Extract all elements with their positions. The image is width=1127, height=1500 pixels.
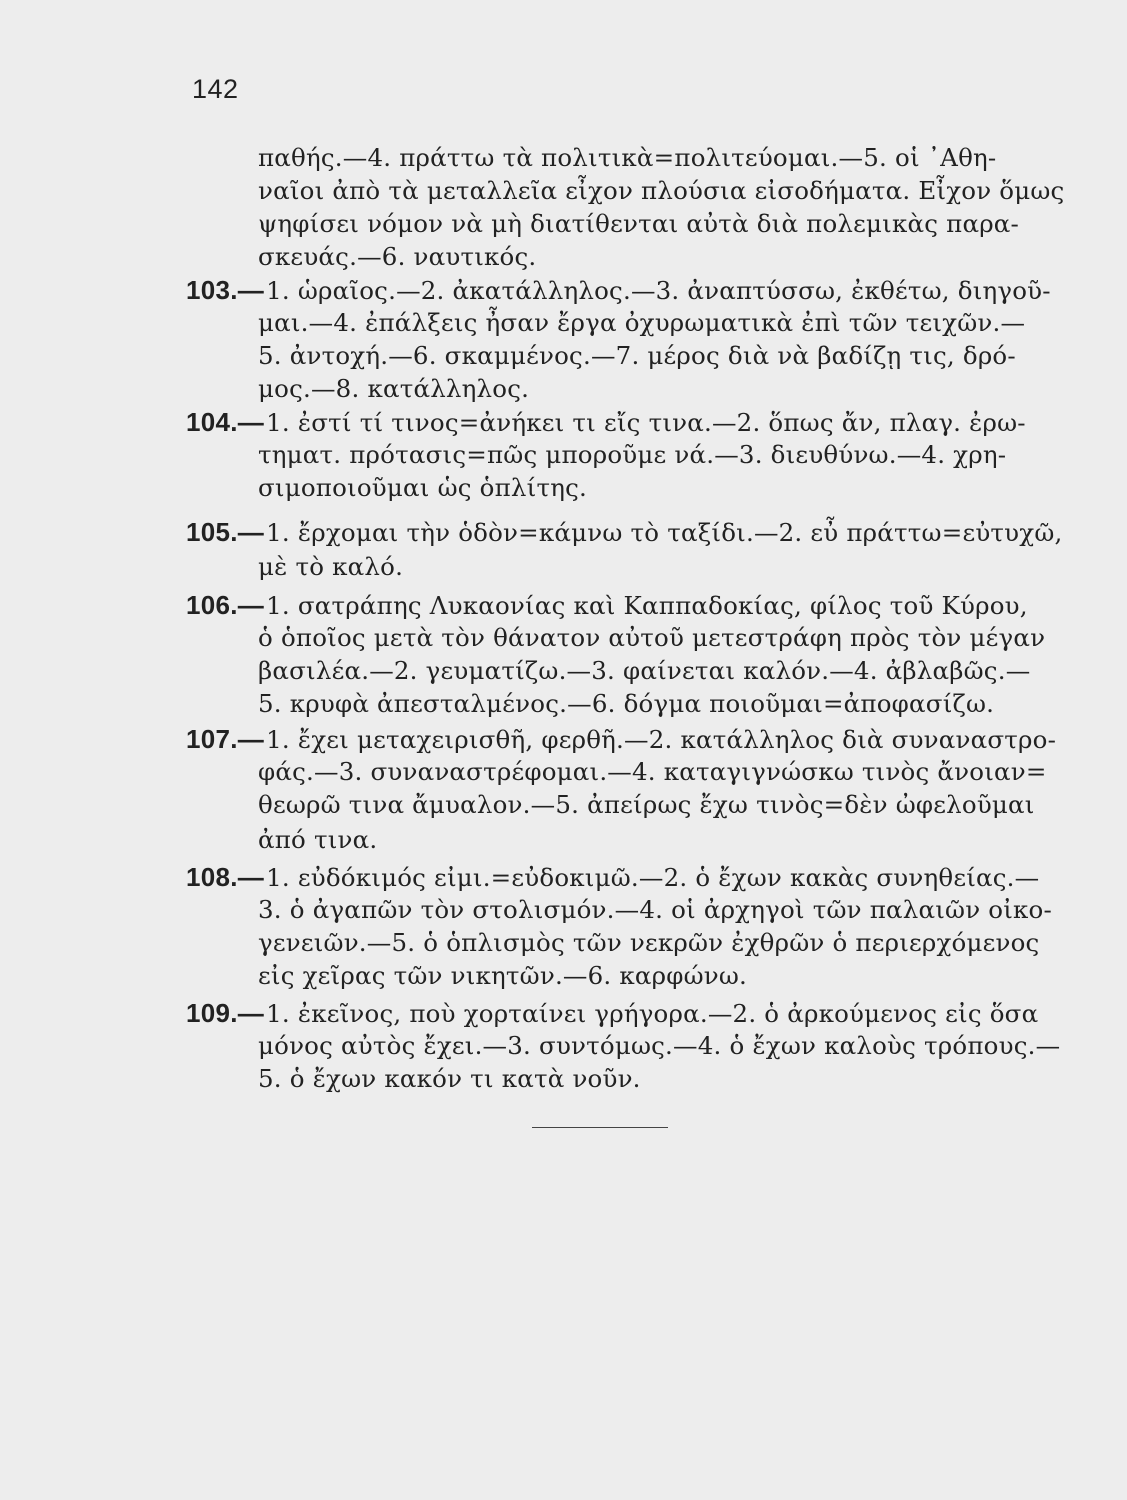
- line-text: ψηφίσει νόμον νὰ μὴ διατίθενται αὐτὰ διὰ πολεμικὰς παρα-: [258, 209, 1020, 238]
- entry-107: [186, 724, 1057, 755]
- line-text: 1. ἐστί τί τινος=ἀνήκει τι εἴς τινα.—2. ὅπως ἄν, πλαγ. ἐρω-: [266, 408, 1026, 437]
- line-text: 1. ἐκεῖνος, ποὺ χορταίνει γρήγορα.—2. ὁ ἀρκούμενος εἰς ὅσα: [266, 999, 1039, 1028]
- line-text: βασιλέα.—2. γευματίζω.—3. φαίνεται καλόν.—4. ἀβλαβῶς.—: [258, 656, 1031, 685]
- text-line-25: [258, 961, 747, 991]
- line-text: εἰς χεῖρας τῶν νικητῶν.—6. καρφώνω.: [258, 961, 748, 990]
- text-line-1: [258, 143, 1018, 173]
- entry-number: 107.—: [186, 724, 265, 754]
- line-text: μόνος αὐτὸς ἔχει.—3. συντόμως.—4. ὁ ἔχων καλοὺς τρόπους.—: [258, 1031, 1061, 1060]
- text-line-4: [258, 242, 536, 272]
- line-text: μος.—8. κατάλληλος.: [258, 374, 530, 403]
- line-text: 3. ὁ ἀγαπῶν τὸν στολισμόν.—4. οἱ ἀρχηγοὶ τῶν παλαιῶν οἰκο-: [258, 895, 1052, 924]
- line-text: 1. ὡραῖος.—2. ἀκατάλληλος.—3. ἀναπτύσσω, ἐκθέτω, διηγοῦ-: [266, 276, 1051, 305]
- line-text: 1. εὐδόκιμός εἰμι.=εὐδοκιμῶ.—2. ὁ ἔχων κακὰς συνηθείας.—: [266, 863, 1040, 892]
- entry-number: 109.—: [186, 998, 265, 1028]
- entry-number: 108.—: [186, 862, 265, 892]
- entry-number: 105.—: [186, 517, 265, 547]
- line-text: ναῖοι ἀπὸ τὰ μεταλλεῖα εἶχον πλούσια εἰσοδήματα. Εἶχον ὅμως: [258, 176, 1065, 205]
- line-text: σκευάς.—6. ναυτικός.: [258, 242, 537, 271]
- entry-104: [186, 407, 1026, 438]
- text-line-11: [258, 473, 587, 503]
- text-line-10: [258, 440, 1018, 470]
- page-number: 142: [192, 74, 239, 104]
- line-text: 5. ἀντοχή.—6. σκαμμένος.—7. μέρος διὰ νὰ βαδίζῃ τις, δρό-: [258, 341, 1016, 370]
- entry-number: 103.—: [186, 275, 265, 305]
- entry-109: [186, 998, 1039, 1029]
- text-line-23: [258, 895, 1052, 925]
- entry-number: 104.—: [186, 407, 265, 437]
- text-line-3: [258, 209, 1018, 239]
- line-text: 1. ἔχει μεταχειρισθῆ, φερθῆ.—2. κατάλληλος διὰ συναναστρο-: [266, 725, 1057, 754]
- text-line-27: [258, 1031, 1061, 1061]
- line-text: τηματ. πρότασις=πῶς μποροῦμε νά.—3. διευθύνω.—4. χρη-: [258, 440, 1007, 469]
- line-text: μὲ τὸ καλό.: [258, 552, 404, 581]
- line-text: ὁ ὁποῖος μετὰ τὸν θάνατον αὐτοῦ μετεστράφη πρὸς τὸν μέγαν: [258, 623, 1046, 652]
- line-text: ἀπό τινα.: [258, 825, 378, 854]
- line-text: θεωρῶ τινα ἄμυαλον.—5. ἀπείρως ἔχω τινὸς=δὲν ὠφελοῦμαι: [258, 790, 1035, 819]
- text-line-7: [258, 341, 1018, 371]
- text-line-15: [258, 623, 1046, 653]
- entry-103: [186, 275, 1051, 306]
- line-text: παθής.—4. πράττω τὰ πολιτικὰ=πολιτεύομαι.—5. οἱ ᾿Αθη-: [258, 143, 997, 172]
- entry-105: [186, 517, 1063, 548]
- text-line-28: [258, 1064, 641, 1094]
- line-text: 1. ἔρχομαι τὴν ὁδὸν=κάμνω τὸ ταξίδι.—2. εὖ πράττω=εὐτυχῶ,: [266, 518, 1063, 547]
- section-divider-rule: [532, 1127, 668, 1128]
- text-line-16: [258, 656, 1031, 686]
- line-text: φάς.—3. συναναστρέφομαι.—4. καταγιγνώσκω τινὸς ἄνοιαν=: [258, 757, 1047, 786]
- line-text: μαι.—4. ἐπάλξεις ἦσαν ἔργα ὀχυρωματικὰ ἐπὶ τῶν τειχῶν.—: [258, 308, 1026, 337]
- line-text: 5. κρυφὰ ἀπεσταλμένος.—6. δόγμα ποιοῦμαι=ἀποφασίζω.: [258, 689, 995, 718]
- text-line-17: [258, 689, 994, 719]
- text-line-2: [258, 176, 1065, 206]
- text-line-8: [258, 374, 529, 404]
- entry-number: 106.—: [186, 590, 265, 620]
- line-text: 1. σατράπης Λυκαονίας καὶ Καππαδοκίας, φίλος τοῦ Κύρου,: [266, 591, 1028, 620]
- line-text: σιμοποιοῦμαι ὡς ὁπλίτης.: [258, 473, 587, 502]
- entry-108: [186, 862, 1040, 893]
- text-line-19: [258, 757, 1047, 787]
- entry-106: [186, 590, 1028, 621]
- line-text: 5. ὁ ἔχων κακόν τι κατὰ νοῦν.: [258, 1064, 641, 1093]
- text-line-20: [258, 790, 1035, 820]
- text-line-21: [258, 825, 377, 855]
- text-line-24: [258, 928, 1040, 958]
- line-text: γενειῶν.—5. ὁ ὁπλισμὸς τῶν νεκρῶν ἐχθρῶν ὁ περιερχόμενος: [258, 928, 1040, 957]
- text-line-13: [258, 552, 403, 582]
- text-line-6: [258, 308, 1026, 338]
